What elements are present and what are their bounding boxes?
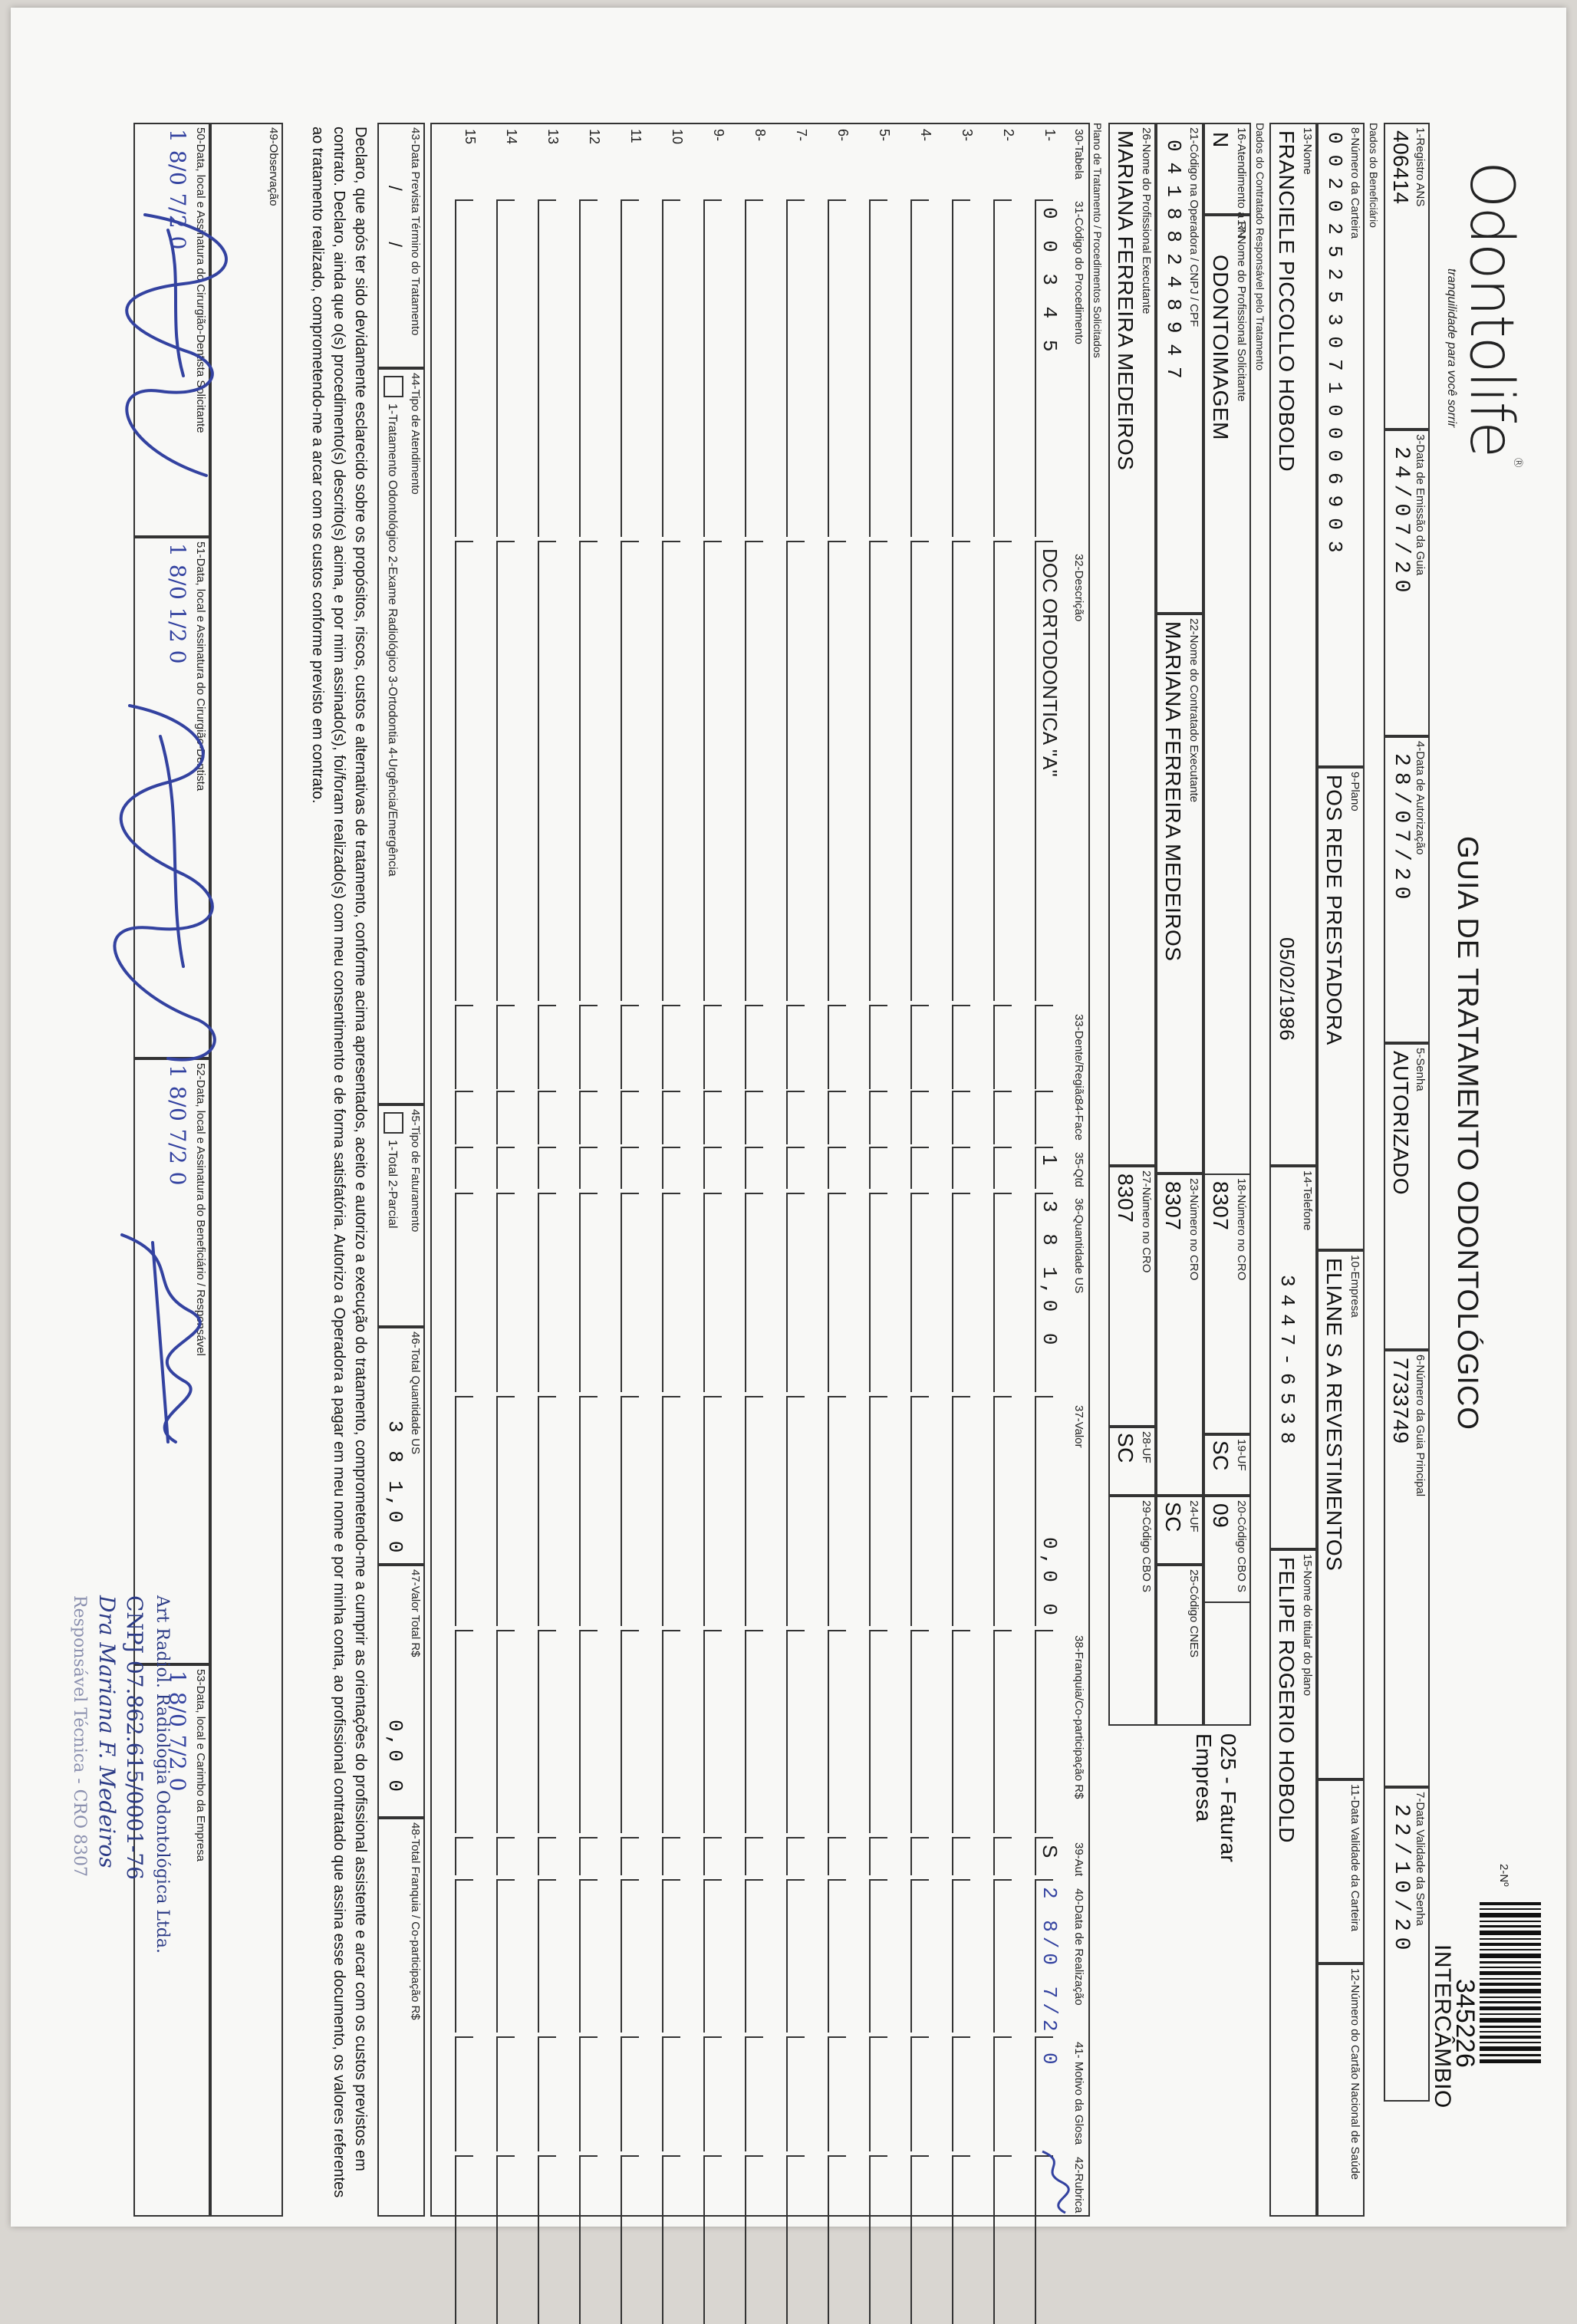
table-cell: [496, 541, 515, 1001]
field-cbo: 20-Código CBO S 09: [1203, 1496, 1251, 1726]
sig-cirurgiao: 51-Data, local e Assinatura do Cirurgião-Dentista 1 8/0 1/2 0: [133, 537, 210, 1058]
table-cell: [579, 2155, 598, 2324]
declaration-text: Declaro, que após ter sido devidamente esclarecido sobre os propósitos, riscos, custos e alternativas de tratamento, conforme acima apresentados, aceito e autorizo a execução do tratamento, comprometendo-me a cumprir as orientações do profissional assistente e arcar com os custos previstos em contrato. Declaro, ainda que o(s) procedimento(s) descrito(s) acima, e por mim assinado(s), foi/foram realizado(s) com meu consentimento e de forma satisfatória. Autorizo a Operadora a pagar em meu nome e por minha conta, ao profissional contratado que assina esse documento, os valores referentes ao tratamento realizado, comprometendo-me a arcar com os custos conforme previsto em contrato.: [309, 127, 369, 2198]
table-cell: [579, 199, 598, 537]
table-cell: [993, 1005, 1012, 1089]
table-cell: [579, 1005, 598, 1089]
table-cell: [910, 1879, 929, 2033]
table-cell: [703, 1879, 722, 2033]
table-cell: [455, 199, 473, 537]
table-cell: [621, 1193, 639, 1392]
table-cell: [786, 1396, 805, 1626]
table-cell: [869, 1147, 887, 1189]
table-cell: [662, 2036, 680, 2151]
guide-number-label: 2-Nº: [1497, 1864, 1510, 1887]
rotated-form: [68, 8, 1556, 2217]
table-cell-value: S: [1039, 1845, 1062, 1858]
table-cell: [910, 1147, 929, 1189]
table-cell: [538, 1147, 556, 1189]
field-termino: 43-Data Prevista Término do Tratamento / /: [377, 123, 425, 368]
table-cell: [496, 1837, 515, 1875]
table-cell: [579, 1396, 598, 1626]
field-atendimento: 44-Tipo de Atendimento 1-Tratamento Odontológico 2-Exame Radiológico 3-Ortodontia 4-Urgência/Emergência: [377, 368, 425, 1104]
table-cell: [993, 1837, 1012, 1875]
field-nome: 13-Nome FRANCIELE PICCOLLO HOBOLD 05/02/1986: [1269, 123, 1317, 1166]
table-cell: [745, 1630, 763, 1833]
stamp-line-3: Dra Mariana F. Medeiros: [94, 1595, 120, 1868]
table-cell: [496, 1630, 515, 1833]
stamp-line-4: Responsável Técnica - CRO 8307: [70, 1595, 89, 1878]
barcode-number: 345226: [1450, 1979, 1480, 2069]
table-cell-value: 2 8/0 7/2 0: [1038, 1887, 1061, 2069]
table-cell: [538, 199, 556, 537]
barcode: [1480, 1902, 1541, 2066]
table-cell: [993, 199, 1012, 537]
table-cell: [910, 1396, 929, 1626]
table-cell: [1035, 1005, 1053, 1089]
field-observacao: 49-Observação: [210, 123, 283, 2217]
table-cell: [662, 1193, 680, 1392]
table-cell: [993, 1630, 1012, 1833]
field-data-emissao: 3-Data de Emissão da Guia 24/07/20: [1384, 430, 1430, 736]
field-carteira: 8-Número da Carteira 0020252530710006903: [1317, 123, 1365, 767]
table-cell: [662, 199, 680, 537]
table-cell: [828, 1193, 846, 1392]
table-cell: [662, 1879, 680, 2033]
table-cell: [869, 1005, 887, 1089]
table-cell: [952, 1879, 970, 2033]
table-row-number: 3-: [960, 129, 975, 142]
table-cell: [1035, 1091, 1053, 1144]
table-cell: [455, 1396, 473, 1626]
sig-empresa: 53-Data, local e Carimbo da Empresa 1 8/0 7/2 0: [133, 1664, 210, 2217]
field-telefone: 14-Telefone 3447-6538: [1269, 1166, 1317, 1549]
field-uf-exec: 24-UF SC: [1156, 1496, 1203, 1565]
table-cell: [745, 1005, 763, 1089]
table-cell-value: 0 0 3 4 5: [1038, 207, 1061, 357]
table-cell: [828, 1837, 846, 1875]
table-cell: [786, 199, 805, 537]
table-cell: [662, 1396, 680, 1626]
table-cell: [621, 541, 639, 1001]
table-cell: [538, 1630, 556, 1833]
field-total-us: 46-Total Quantidade US 3 8 1,0 0: [377, 1327, 425, 1565]
table-cell: [993, 1193, 1012, 1392]
table-cell-value: 3 8 1,0 0: [1038, 1200, 1061, 1350]
table-cell: [538, 1091, 556, 1144]
table-cell: [455, 541, 473, 1001]
table-cell: [828, 1091, 846, 1144]
sig-cirurgiao-solicitante: 50-Data, local e Assinatura do Cirurgião-Dentista Solicitante 1 8/0 7/2 0: [133, 123, 210, 537]
table-cell: [869, 1879, 887, 2033]
table-row-number: 5-: [877, 129, 892, 142]
table-row-number: 2-: [1001, 129, 1016, 142]
table-cell: [662, 1091, 680, 1144]
table-cell: [910, 1091, 929, 1144]
table-cell: [538, 2155, 556, 2324]
table-cell: [869, 199, 887, 537]
table-cell: [496, 1879, 515, 2033]
table-cell: [952, 541, 970, 1001]
table-cell: [952, 1005, 970, 1089]
table-cell: [621, 2036, 639, 2151]
table-row-number: 11: [628, 129, 644, 143]
section-contratado: Dados do Contratado Responsável pelo Tratamento: [1254, 123, 1266, 370]
table-row-number: 1-: [1042, 129, 1058, 142]
table-cell: [786, 1005, 805, 1089]
procedures-table: 30-Tabela 31-Código do Procedimento 32-Descrição 33-Dente/Região 34-Face 35-Qtd 36-Quantidade US 37-Valor 38-Franquia/Co-participação R$ 39-Aut 40-Data de Realização 41- Motivo da Glosa 42-Rubrica: [430, 123, 1090, 2217]
table-cell: [993, 1147, 1012, 1189]
table-cell: [828, 1879, 846, 2033]
logo: [1457, 161, 1526, 467]
table-cell: [828, 1630, 846, 1833]
table-cell: [621, 2155, 639, 2324]
table-cell: [1035, 1837, 1062, 1875]
table-cell: [1035, 1147, 1062, 1189]
table-cell: [745, 1193, 763, 1392]
table-cell: [786, 1091, 805, 1144]
field-faturamento: 45-Tipo de Faturamento 1-Total 2-Parcial: [377, 1104, 425, 1327]
table-cell: [579, 1879, 598, 2033]
table-cell: [662, 1630, 680, 1833]
table-row-number: 15: [463, 129, 478, 145]
table-cell: [869, 2155, 887, 2324]
table-cell: [1035, 1193, 1061, 1392]
field-cro: 18-Número no CRO 8307: [1203, 1174, 1251, 1434]
table-cell: [496, 199, 515, 537]
table-cell: [910, 2155, 929, 2324]
table-row-number: 6-: [835, 129, 851, 142]
table-cell: [786, 541, 805, 1001]
logo-text: Odontolife: [1457, 161, 1526, 457]
logo-tagline: tranquilidade para você sorrir: [1445, 268, 1458, 428]
table-row-number: 4-: [918, 129, 933, 142]
field-atend-rn: 16-Atendimento a RN N: [1203, 123, 1251, 215]
table-cell: [662, 541, 680, 1001]
page-title: GUIA DE TRATAMENTO ODONTOLÓGICO: [1451, 836, 1483, 1430]
table-cell: [703, 1193, 722, 1392]
field-uf-prof: 28-UF SC: [1108, 1427, 1156, 1496]
table-cell: [496, 1005, 515, 1089]
table-cell: [745, 199, 763, 537]
field-cro-prof: 27-Número no CRO 8307: [1108, 1166, 1156, 1427]
field-data-autorizacao: 4-Data de Autorização 28/07/20: [1384, 736, 1430, 1043]
table-cell: [579, 1193, 598, 1392]
table-cell: [745, 1879, 763, 2033]
table-cell: [538, 1005, 556, 1089]
table-cell: [455, 2155, 473, 2324]
table-cell: [579, 2036, 598, 2151]
table-cell: [703, 1837, 722, 1875]
table-cell: [579, 541, 598, 1001]
atendimento-checkbox[interactable]: [384, 376, 403, 397]
table-cell: [621, 1630, 639, 1833]
table-cell: [579, 1147, 598, 1189]
table-cell: [910, 1005, 929, 1089]
table-cell: [869, 2036, 887, 2151]
table-cell: [869, 1091, 887, 1144]
table-cell: [828, 1147, 846, 1189]
rubric-mark: [1035, 2148, 1073, 2217]
table-cell: [745, 1147, 763, 1189]
field-valor-total: 47-Valor Total R$ 0,0 0: [377, 1565, 425, 1818]
table-cell: [869, 1837, 887, 1875]
field-senha: 5-Senha AUTORIZADO: [1384, 1043, 1430, 1350]
table-cell: [745, 2036, 763, 2151]
table-cell: [538, 1396, 556, 1626]
table-cell: [455, 1193, 473, 1392]
sig-beneficiario: 52-Data, local e Assinatura do Beneficiário / Responsável 1 8/0 7/2 0: [133, 1058, 210, 1664]
table-cell: [621, 1091, 639, 1144]
table-cell: [496, 1193, 515, 1392]
field-plano: 9-Plano POS REDE PRESTADORA: [1317, 767, 1365, 1250]
stamp-line-1: Art Radiol. Radiologia Odontológica Ltda.: [153, 1595, 172, 1954]
table-cell: [621, 199, 639, 537]
table-cell: [786, 1837, 805, 1875]
table-cell: [703, 1630, 722, 1833]
table-cell: [786, 2155, 805, 2324]
faturar-empresa: 025 - Faturar Empresa: [1192, 1733, 1240, 1863]
table-cell: [496, 2155, 515, 2324]
field-executante: 22-Nome do Contratado Executante MARIANA FERREIRA MEDEIROS: [1156, 614, 1203, 1174]
section-procedimentos: Plano de Tratamento / Procedimentos Solicitados: [1091, 123, 1104, 358]
table-cell: [579, 1630, 598, 1833]
table-cell: [496, 1396, 515, 1626]
table-cell: [703, 2155, 722, 2324]
table-cell: [952, 2155, 970, 2324]
table-cell: [952, 1193, 970, 1392]
table-cell: [703, 1091, 722, 1144]
table-cell: [952, 1147, 970, 1189]
signature-scribbles: [84, 123, 298, 1733]
table-cell: [621, 1396, 639, 1626]
field-empresa: 10-Empresa ELIANE S A REVESTIMENTOS: [1317, 1250, 1365, 1779]
table-row-number: 12: [587, 129, 602, 145]
field-validade-carteira: 11-Data Validade da Carteira: [1317, 1779, 1365, 1964]
table-cell: [869, 1630, 887, 1833]
table-cell: [952, 2036, 970, 2151]
table-cell: [703, 1005, 722, 1089]
table-cell: [745, 2155, 763, 2324]
table-cell: [579, 1837, 598, 1875]
table-cell: [1035, 1879, 1061, 2069]
table-cell: [496, 2036, 515, 2151]
table-cell: [621, 1837, 639, 1875]
table-cell: [538, 541, 556, 1001]
table-cell: [455, 1879, 473, 2033]
table-cell: [828, 1396, 846, 1626]
table-cell: [869, 1396, 887, 1626]
table-cell: [496, 1147, 515, 1189]
table-cell: [786, 1879, 805, 2033]
table-cell: [1035, 2036, 1053, 2151]
table-cell: [621, 1005, 639, 1089]
field-uf: 19-UF SC: [1203, 1434, 1251, 1496]
table-cell: [869, 541, 887, 1001]
table-cell: [869, 1193, 887, 1392]
field-cnes: 25-Código CNES: [1156, 1565, 1203, 1726]
table-cell: [993, 2036, 1012, 2151]
table-cell: [1035, 1396, 1061, 1626]
table-cell-value: DOC ORTODONTICA "A": [1039, 548, 1062, 777]
table-cell: [703, 1147, 722, 1189]
table-cell: [538, 1879, 556, 2033]
table-row-number: 10: [670, 129, 685, 145]
table-cell: [662, 2155, 680, 2324]
table-cell: [621, 1879, 639, 2033]
table-cell: [662, 1147, 680, 1189]
section-beneficiario: Dados do Beneficiário: [1368, 123, 1380, 228]
table-cell: [455, 2036, 473, 2151]
table-cell: [828, 541, 846, 1001]
table-row-number: 7-: [794, 129, 809, 142]
table-cell: [455, 1091, 473, 1144]
table-cell: [703, 1396, 722, 1626]
stamp-line-2: CNPJ 07.862.615/0001-76: [122, 1595, 147, 1880]
table-cell: [455, 1005, 473, 1089]
table-cell: [828, 2036, 846, 2151]
table-cell: [538, 1193, 556, 1392]
table-cell: [621, 1147, 639, 1189]
table-cell: [952, 199, 970, 537]
table-cell: [745, 1091, 763, 1144]
faturamento-checkbox[interactable]: [384, 1112, 403, 1134]
table-cell: [1035, 1630, 1053, 1833]
table-cell: [786, 2036, 805, 2151]
logo-reg: ®: [1511, 456, 1526, 468]
table-row-number: 13: [545, 129, 561, 145]
field-validade-senha: 7-Data Validade da Senha 22/10/20: [1384, 1787, 1430, 2102]
table-row-number: 9-: [711, 129, 726, 142]
document-sheet: [11, 8, 1566, 2227]
table-cell: [455, 1630, 473, 1833]
table-cell: [993, 541, 1012, 1001]
table-cell: [579, 1091, 598, 1144]
table-cell: [1035, 199, 1061, 537]
table-cell-value: 0,0 0: [1038, 1536, 1061, 1620]
table-cell: [786, 1147, 805, 1189]
table-cell: [703, 199, 722, 537]
table-cell: [952, 1837, 970, 1875]
table-cell: [952, 1630, 970, 1833]
table-cell: [828, 199, 846, 537]
table-cell: [703, 541, 722, 1001]
table-cell: [786, 1630, 805, 1833]
table-cell: [703, 2036, 722, 2151]
table-cell: [828, 1005, 846, 1089]
table-cell: [745, 1396, 763, 1626]
table-cell: [662, 1837, 680, 1875]
table-cell: [952, 1396, 970, 1626]
field-solicitante: 17-Nome do Profissional Solicitante ODONTOIMAGEM: [1203, 215, 1251, 1603]
table-cell: [993, 2155, 1012, 2324]
table-cell: [910, 1630, 929, 1833]
table-cell: [952, 1091, 970, 1144]
field-total-franquia: 48-Total Franquia / Co-participação R$: [377, 1818, 425, 2217]
table-cell: [993, 1396, 1012, 1626]
table-cell: [496, 1091, 515, 1144]
table-cell: [786, 1193, 805, 1392]
table-row-number: 14: [504, 129, 519, 145]
table-cell: [828, 2155, 846, 2324]
table-cell: [455, 1837, 473, 1875]
table-cell: [538, 2036, 556, 2151]
field-cns: 12-Número do Cartão Nacional de Saúde: [1317, 1964, 1365, 2217]
table-cell: [993, 1879, 1012, 2033]
table-cell: [910, 541, 929, 1001]
field-titular: 15-Nome do titular do plano FELIPE ROGERIO HOBOLD: [1269, 1549, 1317, 2217]
table-cell: [538, 1837, 556, 1875]
field-registro-ans: 1-Registro ANS 406414: [1384, 123, 1430, 430]
field-cro-exec: 23-Número no CRO 8307: [1156, 1174, 1203, 1496]
intercambio: INTERCÂMBIO: [1430, 1944, 1455, 2108]
field-cbo-prof: 29-Código CBO S: [1108, 1496, 1156, 1726]
table-cell: [1035, 541, 1062, 1001]
table-cell: [455, 1147, 473, 1189]
table-cell: [910, 1193, 929, 1392]
table-cell: [993, 1091, 1012, 1144]
table-row-number: 8-: [752, 129, 768, 142]
field-prof-exec: 26-Nome do Profissional Executante MARIANA FERREIRA MEDEIROS: [1108, 123, 1156, 1166]
table-cell: [745, 541, 763, 1001]
table-cell: [910, 1837, 929, 1875]
field-codigo-operadora: 21-Código na Operadora / CNPJ / CPF 04188248947: [1156, 123, 1203, 614]
table-cell: [910, 2036, 929, 2151]
table-cell: [910, 199, 929, 537]
table-cell-value: 1: [1039, 1154, 1062, 1166]
field-guia-principal: 6-Número da Guia Principal 7733749: [1384, 1350, 1430, 1787]
table-cell: [745, 1837, 763, 1875]
table-cell: [662, 1005, 680, 1089]
